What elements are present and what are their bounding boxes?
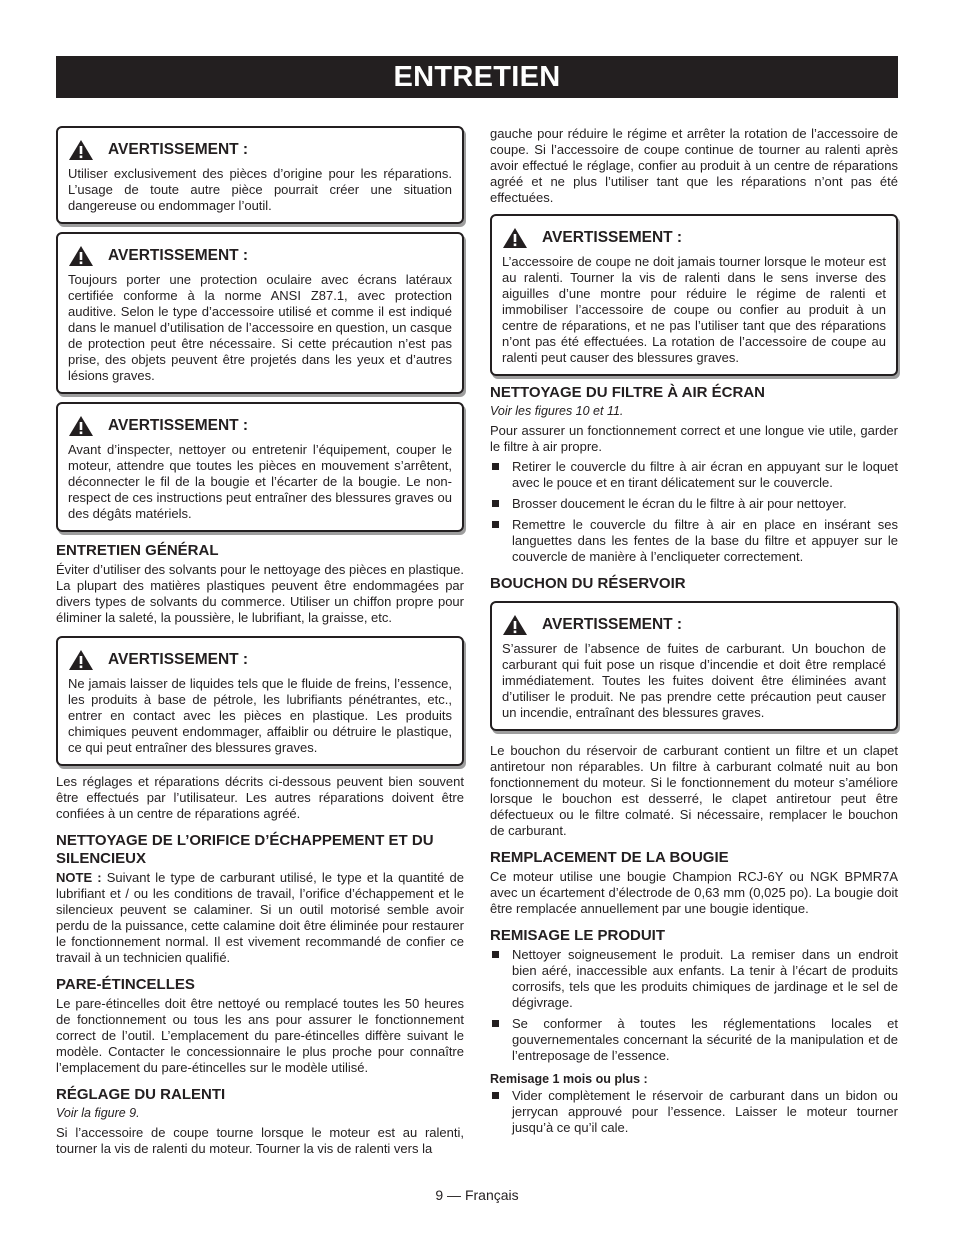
warning-text: L’accessoire de coupe ne doit jamais tourner lorsque le moteur est au ralenti. Tourner la vis de ralenti dans le sens inverse des aiguilles d’une montre pour réduire le régime de ralenti et immobiliser l’accessoire de coupe ou confier au produit à un centre de réparations, et ne pas l’utiliser tant que des réparations n’ont pas été effectuées. La rotation de l’accessoire de coupe au ralenti peut causer des blessures graves. <box>502 254 886 365</box>
heading-fuel-cap: BOUCHON DU RÉSERVOIR <box>490 575 686 592</box>
warning-title: AVERTISSEMENT : <box>108 247 249 264</box>
warning-text: Toujours porter une protection oculaire avec écrans latéraux certifiée conforme à la norme ANSI Z87.1, avec protection auditive. Selon le type d’accessoire utilisé et comme il est indiqué dans le manuel d’utilisation de l’accessoire en question, un casque de protection peut être nécessaire. Si cette précaution n’est pas prise, des objets peuvent être projetés dans les yeux et d’autres lésions graves. <box>68 272 452 383</box>
warning-triangle-icon <box>68 649 94 671</box>
list-item: Remettre le couvercle du filtre à air en place en insérant ses languettes dans les fentes de la base du filtre et appuyer sur le couvercle de manière à l’encliqueter correctement. <box>490 517 898 565</box>
warning-box-disconnect-plug <box>56 402 464 532</box>
note-text: Suivant le type de carburant utilisé, le type et la quantité de lubrifiant et / ou les conditions de travail, l’orifice d’échappement et le silencieux peuvent se calaminer. Si un outil motorisé semble avoir perdu de la puissance, cette calamine doit être éliminée pour restaurer le fonctionnement normal. Il est vivement recommandé de confier ce travail à un technicien qualifié. <box>56 870 464 965</box>
warning-title: AVERTISSEMENT : <box>108 141 249 158</box>
warning-box-fuel-leaks <box>490 601 898 731</box>
general-maintenance-text: Éviter d’utiliser des solvants pour le nettoyage des pièces en plastique. La plupart des matières plastiques peuvent être endommagées par divers types de solvants du commerce. Utiliser un chiffon propre pour éliminer la saleté, la poussière, le lubrifiant, la graisse, etc. <box>56 562 464 625</box>
warning-box-original-parts <box>56 126 464 224</box>
heading-spark-arrester: PARE-ÉTINCELLES <box>56 976 195 993</box>
adjustments-text: Les réglages et réparations décrits ci-dessous peuvent bien souvent être effectués par l’utilisateur. Les autres réparations doivent être confiées à un centre de réparations agréé. <box>56 774 464 821</box>
page-title-banner: ENTRETIEN <box>56 56 898 98</box>
heading-spark-plug: REMPLACEMENT DE LA BOUGIE <box>490 849 729 866</box>
air-filter-intro: Pour assurer un fonctionnement correct et une longue vie utile, garder le filtre à air propre. <box>490 423 898 454</box>
warning-title: AVERTISSEMENT : <box>542 616 683 633</box>
fuel-cap-text: Le bouchon du réservoir de carburant contient un filtre et un clapet antiretour non réparables. Un filtre à carburant colmaté nuit au bon fonctionnement du moteur. Si le fonctionnement du moteur s’améliore lorsque le bouchon est desserré, le clapet antiretour peut être défectueux ou le filtre colmaté. Si nécessaire, remplacer le bouchon de carburant. <box>490 743 898 838</box>
warning-triangle-icon <box>68 139 94 161</box>
idle-text-right: gauche pour réduire le régime et arrêter la rotation de l’accessoire de coupe. Si l’accessoire de coupe continue de tourner au ralenti après avoir effectué le réglage, confier au produit à un centre de réparations agréé et ne plus l’utiliser tant que les réparations n’ont pas été effectuées. <box>490 126 898 205</box>
page-footer: 9 — Français <box>435 1187 519 1203</box>
warning-title: AVERTISSEMENT : <box>108 417 249 434</box>
warning-text: Avant d’inspecter, nettoyer ou entretenir l’équipement, couper le moteur, attendre que toutes les pièces en mouvement s’arrêtent, déconnecter le fil de la bougie et l’écarter de la bougie. Le non-respect de ces instructions peut entraîner des blessures graves ou des dégâts matériels. <box>68 442 452 521</box>
heading-storage: REMISAGE LE PRODUIT <box>490 927 666 944</box>
list-item: Nettoyer soigneusement le produit. La remiser dans un endroit bien aéré, inaccessible aux enfants. La tenir à l’écart de produits corrosifs, tels que les produits chimiques de jardinage et le sel de dégivrage. <box>490 947 898 1011</box>
bullet-square-icon <box>492 521 499 528</box>
warning-triangle-icon <box>68 245 94 267</box>
bullet-square-icon <box>492 500 499 507</box>
warning-box-eye-protection <box>56 232 464 394</box>
heading-idle-adjustment: RÉGLAGE DU RALENTI <box>56 1086 226 1103</box>
warning-title: AVERTISSEMENT : <box>542 229 683 246</box>
bullet-square-icon <box>492 1092 499 1099</box>
warning-box-idle-rotation <box>490 214 898 376</box>
heading-air-filter: NETTOYAGE DU FILTRE À AIR ÉCRAN <box>490 384 766 401</box>
list-item: Retirer le couvercle du filtre à air écran en appuyant sur le loquet avec le pouce et en tirant délicatement sur le couvercle. <box>490 459 898 491</box>
bullet-square-icon <box>492 1020 499 1027</box>
list-item: Brosser doucement le écran du le filtre à air pour nettoyer. <box>490 496 898 512</box>
exhaust-note <box>56 870 464 966</box>
spark-plug-text: Ce moteur utilise une bougie Champion RCJ-6Y ou NGK BPMR7A avec un écartement d’électrode de 0,63 mm (0,025 po). La bougie doit être remplacée annuellement par une bougie identique. <box>490 869 898 916</box>
left-column <box>56 126 464 1161</box>
list-item: Se conformer à toutes les réglementations locales et gouvernementales concernant la sécurité de la manipulation et de l’entreposage de l’essence. <box>490 1016 898 1064</box>
bullet-square-icon <box>492 463 499 470</box>
warning-text: S’assurer de l’absence de fuites de carburant. Un bouchon de carburant qui fuit pose un risque d’incendie et doit être remplacé immédiatement. Toutes les fuites doivent être éliminées avant d’utiliser le produit. Ne pas prendre cette précaution peut causer un incendie, entraînant des blessures graves. <box>502 641 886 720</box>
warning-triangle-icon <box>502 227 528 249</box>
right-column <box>490 126 898 1141</box>
note-label: NOTE : <box>56 870 102 885</box>
idle-text-left: Si l’accessoire de coupe tourne lorsque le moteur est au ralenti, tourner la vis de ralenti du moteur. Tourner la vis de ralenti vers la <box>56 1125 464 1156</box>
spark-arrester-text: Le pare-étincelles doit être nettoyé ou remplacé toutes les 50 heures de fonctionnement ou tous les ans pour assurer le fonctionnement correct de l’outil. L’emplacement du pare-étincelles diffère suivant le modèle. Contacter le concessionnaire le plus proche pour connaître l’emplacement du pare-étincelles sur le modèle utilisé. <box>56 996 464 1075</box>
heading-general-maintenance: ENTRETIEN GÉNÉRAL <box>56 542 219 559</box>
warning-text: Ne jamais laisser de liquides tels que le fluide de freins, l’essence, les produits à base de pétrole, les lubrifiants pénétrantes, etc., entrer en contact avec les pièces en plastique. Les produits chimiques peuvent endommager, affaiblir ou détruire le plastique, ce qui peut entraîner des blessures graves. <box>68 676 452 755</box>
warning-triangle-icon <box>502 614 528 636</box>
warning-box-liquids <box>56 636 464 766</box>
storage-sub-heading: Remisage 1 mois ou plus : <box>490 1072 648 1086</box>
warning-text: Utiliser exclusivement des pièces d’origine pour les réparations. L’usage de toute autre pièce pourrait créer une situation dangereuse ou endommager l’outil. <box>68 166 452 213</box>
figure-reference: Voir la figure 9. <box>56 1106 140 1120</box>
bullet-square-icon <box>492 951 499 958</box>
heading-exhaust-cleaning: NETTOYAGE DE L’ORIFICE D’ÉCHAPPEMENT ET DU SILENCIEUX <box>56 832 434 867</box>
warning-triangle-icon <box>68 415 94 437</box>
list-item: Vider complètement le réservoir de carburant dans un bidon ou jerrycan approuvé pour l’essence. Laisser le moteur tourner jusqu’à ce qu’il cale. <box>490 1088 898 1136</box>
figure-reference: Voir les figures 10 et 11. <box>490 404 624 418</box>
warning-title: AVERTISSEMENT : <box>108 651 249 668</box>
